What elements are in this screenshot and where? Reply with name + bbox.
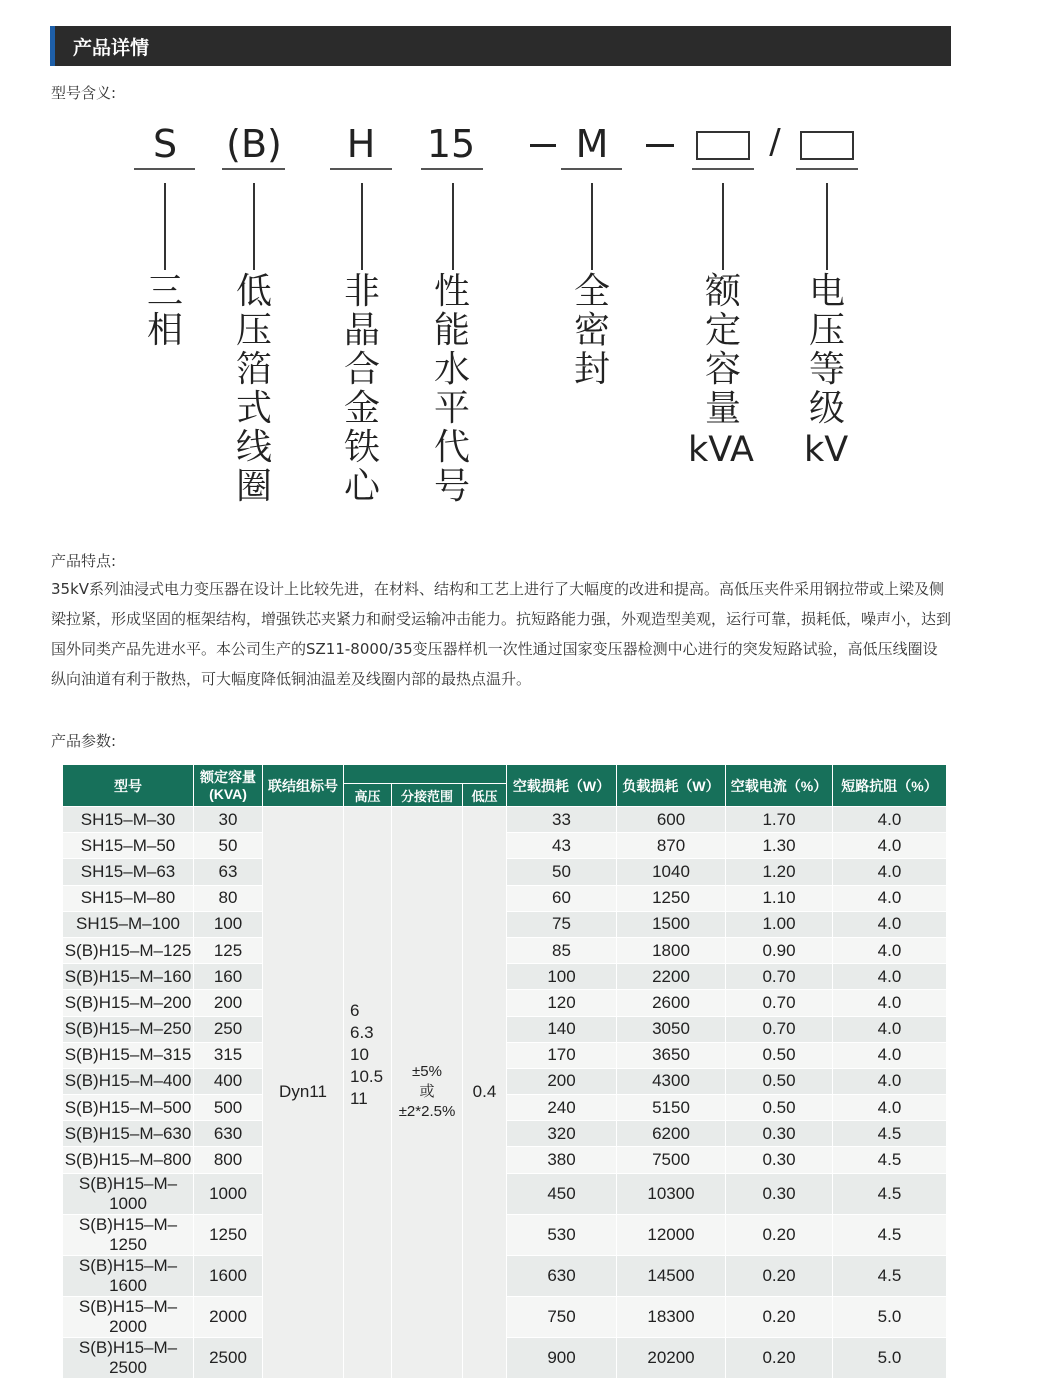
cell-group: Dyn11 — [263, 807, 344, 1379]
cell-model: SH15–M–63 — [63, 859, 194, 885]
cell-capacity: 63 — [194, 859, 263, 885]
cell-capacity: 100 — [194, 911, 263, 937]
explain-fully-sealed: 全 密 封 — [573, 271, 610, 390]
tap-line: ±5% — [412, 1063, 442, 1081]
cell-load: 1800 — [617, 937, 726, 963]
connector — [452, 183, 454, 270]
cell-current: 0.20 — [726, 1337, 833, 1378]
cell-model: S(B)H15–M–630 — [63, 1121, 194, 1147]
cell-current: 1.70 — [726, 807, 833, 833]
cell-capacity: 1250 — [194, 1214, 263, 1255]
cell-load: 20200 — [617, 1337, 726, 1378]
cell-current: 1.10 — [726, 885, 833, 911]
cell-model: S(B)H15–M–250 — [63, 1016, 194, 1042]
cell-impedance: 5.0 — [833, 1337, 947, 1378]
hv-value: 10 — [350, 1045, 369, 1064]
connector — [826, 183, 828, 270]
connector — [361, 183, 363, 270]
cell-impedance: 4.0 — [833, 833, 947, 859]
cell-current: 0.90 — [726, 937, 833, 963]
cell-load: 1040 — [617, 859, 726, 885]
cell-load: 4300 — [617, 1068, 726, 1094]
hv-value: 6.3 — [350, 1023, 374, 1042]
cell-noload: 530 — [507, 1214, 617, 1255]
cell-capacity: 50 — [194, 833, 263, 859]
underline — [330, 168, 392, 170]
connector — [591, 183, 593, 270]
explain-foil-coil: 低 压 箔 式 线 圈 — [235, 271, 272, 507]
cell-capacity: 30 — [194, 807, 263, 833]
cell-noload: 380 — [507, 1147, 617, 1173]
underline — [561, 168, 622, 170]
cell-load: 7500 — [617, 1147, 726, 1173]
cell-noload: 900 — [507, 1337, 617, 1378]
th-noload: 空载损耗（W） — [507, 765, 617, 807]
cell-model: S(B)H15–M–160 — [63, 964, 194, 990]
cell-noload: 750 — [507, 1296, 617, 1337]
cell-load: 870 — [617, 833, 726, 859]
code-dash-1 — [530, 144, 556, 147]
cell-noload: 75 — [507, 911, 617, 937]
explain-three-phase: 三 相 — [146, 271, 183, 351]
cell-model: S(B)H15–M–800 — [63, 1147, 194, 1173]
section-header — [50, 26, 951, 66]
cell-noload: 85 — [507, 937, 617, 963]
cell-model: S(B)H15–M–500 — [63, 1095, 194, 1121]
cell-impedance: 4.0 — [833, 859, 947, 885]
cell-current: 0.20 — [726, 1255, 833, 1296]
cell-model: S(B)H15–M–2000 — [63, 1296, 194, 1337]
cell-load: 2600 — [617, 990, 726, 1016]
cell-impedance: 4.5 — [833, 1214, 947, 1255]
cell-current: 1.30 — [726, 833, 833, 859]
cell-model: SH15–M–100 — [63, 911, 194, 937]
cell-load: 14500 — [617, 1255, 726, 1296]
cell-load: 3050 — [617, 1016, 726, 1042]
cell-noload: 200 — [507, 1068, 617, 1094]
cell-current: 0.30 — [726, 1121, 833, 1147]
hv-value: 6 — [350, 1001, 360, 1020]
th-load: 负载损耗（W） — [617, 765, 726, 807]
cell-current: 1.20 — [726, 859, 833, 885]
cell-load: 3650 — [617, 1042, 726, 1068]
cell-model: S(B)H15–M–1600 — [63, 1255, 194, 1296]
cell-load: 10300 — [617, 1173, 726, 1214]
cell-impedance: 4.5 — [833, 1147, 947, 1173]
underline — [222, 168, 285, 170]
cell-model: S(B)H15–M–1250 — [63, 1214, 194, 1255]
cell-load: 2200 — [617, 964, 726, 990]
cell-model: S(B)H15–M–400 — [63, 1068, 194, 1094]
cell-impedance: 4.5 — [833, 1173, 947, 1214]
cell-impedance: 4.0 — [833, 964, 947, 990]
cell-load: 600 — [617, 807, 726, 833]
cell-impedance: 4.5 — [833, 1255, 947, 1296]
cell-impedance: 4.0 — [833, 990, 947, 1016]
cell-model: S(B)H15–M–200 — [63, 990, 194, 1016]
cell-impedance: 4.5 — [833, 1121, 947, 1147]
cell-capacity: 160 — [194, 964, 263, 990]
cell-load: 1250 — [617, 885, 726, 911]
cell-capacity: 2500 — [194, 1337, 263, 1378]
cell-capacity: 500 — [194, 1095, 263, 1121]
hv-value: 11 — [350, 1089, 368, 1108]
cell-noload: 170 — [507, 1042, 617, 1068]
cell-noload: 140 — [507, 1016, 617, 1042]
cell-capacity: 2000 — [194, 1296, 263, 1337]
cell-noload: 120 — [507, 990, 617, 1016]
cell-model: S(B)H15–M–315 — [63, 1042, 194, 1068]
cell-capacity: 200 — [194, 990, 263, 1016]
cell-current: 0.20 — [726, 1296, 833, 1337]
cell-capacity: 250 — [194, 1016, 263, 1042]
code-slash: / — [769, 122, 781, 162]
th-model: 型号 — [63, 765, 194, 807]
unit-kva: kVA — [688, 430, 754, 470]
cell-noload: 50 — [507, 859, 617, 885]
section-title: 产品详情 — [73, 37, 150, 59]
cell-model: S(B)H15–M–2500 — [63, 1337, 194, 1378]
cell-impedance: 4.0 — [833, 1068, 947, 1094]
unit-kv: kV — [804, 430, 849, 470]
cell-capacity: 400 — [194, 1068, 263, 1094]
cell-current: 0.70 — [726, 1016, 833, 1042]
th-lv: 低压 — [463, 784, 507, 807]
cell-hv — [344, 807, 392, 1379]
underline — [692, 168, 754, 170]
cell-impedance: 4.0 — [833, 885, 947, 911]
capacity-box — [696, 131, 750, 160]
cell-impedance: 4.0 — [833, 1016, 947, 1042]
code-dash-2 — [646, 144, 674, 147]
underline — [421, 168, 483, 170]
cell-noload: 60 — [507, 885, 617, 911]
th-voltage-group — [344, 765, 507, 784]
explain-rated-capacity: 额 定 容 量 — [704, 271, 741, 429]
meaning-label: 型号含义: — [51, 84, 117, 102]
cell-impedance: 5.0 — [833, 1296, 947, 1337]
cell-capacity: 1000 — [194, 1173, 263, 1214]
cell-capacity: 125 — [194, 937, 263, 963]
model-diagram — [0, 0, 1041, 540]
code-h: H — [346, 122, 376, 166]
params-table — [62, 764, 947, 1379]
params-label: 产品参数: — [51, 732, 117, 750]
cell-capacity: 1600 — [194, 1255, 263, 1296]
table-row — [63, 807, 947, 833]
cell-noload: 43 — [507, 833, 617, 859]
cell-capacity: 80 — [194, 885, 263, 911]
cell-current: 0.50 — [726, 1042, 833, 1068]
code-s: S — [152, 122, 178, 166]
th-capacity: 额定容量 (KVA) — [194, 765, 263, 807]
cell-model: SH15–M–50 — [63, 833, 194, 859]
cell-current: 0.30 — [726, 1173, 833, 1214]
cell-current: 1.00 — [726, 911, 833, 937]
cell-noload: 240 — [507, 1095, 617, 1121]
hv-value: 10.5 — [350, 1067, 384, 1086]
cell-load: 12000 — [617, 1214, 726, 1255]
explain-amorphous-core: 非 晶 合 金 铁 心 — [343, 271, 380, 507]
underline — [134, 168, 195, 170]
cell-impedance: 4.0 — [833, 937, 947, 963]
cell-current: 0.50 — [726, 1068, 833, 1094]
cell-lv: 0.4 — [463, 807, 507, 1379]
voltage-box — [800, 131, 854, 160]
features-label: 产品特点: — [51, 552, 117, 570]
cell-load: 6200 — [617, 1121, 726, 1147]
features-text: 35kV系列油浸式电力变压器在设计上比较先进，在材料、结构和工艺上进行了大幅度的改进和提高。高低压夹件采用钢拉带或上梁及侧梁拉紧，形成坚固的框架结构，增强铁芯夹紧力和耐受运输冲击能力。抗短路能力强，外观造型美观，运行可靠，损耗低，噪声小，达到国外同类产品先进水平。本公司生产的SZ11-8000/35变压器样机一次性通过国家变压器检测中心进行的突发短路试验，高低压线圈设纵向油道有利于散热，可大幅度降低铜油温差及线圈内部的最热点温升。 — [51, 580, 952, 688]
cell-load: 18300 — [617, 1296, 726, 1337]
cell-load: 1500 — [617, 911, 726, 937]
tap-line: ±2*2.5% — [398, 1103, 456, 1121]
th-group: 联结组标号 — [263, 765, 344, 807]
explain-performance-code: 性 能 水 平 代 号 — [433, 271, 470, 507]
explain-voltage-class: 电 压 等 级 — [808, 271, 845, 429]
cell-model: SH15–M–30 — [63, 807, 194, 833]
params-table-body — [63, 807, 947, 1379]
cell-impedance: 4.0 — [833, 1042, 947, 1068]
cell-current: 0.30 — [726, 1147, 833, 1173]
code-m: M — [575, 122, 609, 166]
connector — [253, 183, 255, 270]
cell-impedance: 4.0 — [833, 1095, 947, 1121]
code-15: 15 — [426, 122, 476, 166]
connector — [164, 183, 166, 270]
cell-capacity: 800 — [194, 1147, 263, 1173]
connector — [722, 183, 724, 270]
th-tap: 分接范围 — [392, 784, 463, 807]
cell-noload: 630 — [507, 1255, 617, 1296]
cell-capacity: 315 — [194, 1042, 263, 1068]
cell-noload: 33 — [507, 807, 617, 833]
th-impedance: 短路抗阻（%） — [833, 765, 947, 807]
cell-current: 0.20 — [726, 1214, 833, 1255]
cell-noload: 450 — [507, 1173, 617, 1214]
cell-noload: 320 — [507, 1121, 617, 1147]
cell-model: S(B)H15–M–1000 — [63, 1173, 194, 1214]
code-b: (B) — [226, 122, 282, 166]
cell-tap — [392, 807, 463, 1379]
th-hv: 高压 — [344, 784, 392, 807]
cell-model: SH15–M–80 — [63, 885, 194, 911]
cell-current: 0.70 — [726, 964, 833, 990]
cell-capacity: 630 — [194, 1121, 263, 1147]
cell-current: 0.70 — [726, 990, 833, 1016]
cell-model: S(B)H15–M–125 — [63, 937, 194, 963]
cell-load: 5150 — [617, 1095, 726, 1121]
cell-impedance: 4.0 — [833, 807, 947, 833]
th-current: 空载电流（%） — [726, 765, 833, 807]
tap-line: 或 — [419, 1083, 435, 1101]
cell-impedance: 4.0 — [833, 911, 947, 937]
cell-noload: 100 — [507, 964, 617, 990]
underline — [796, 168, 858, 170]
cell-current: 0.50 — [726, 1095, 833, 1121]
